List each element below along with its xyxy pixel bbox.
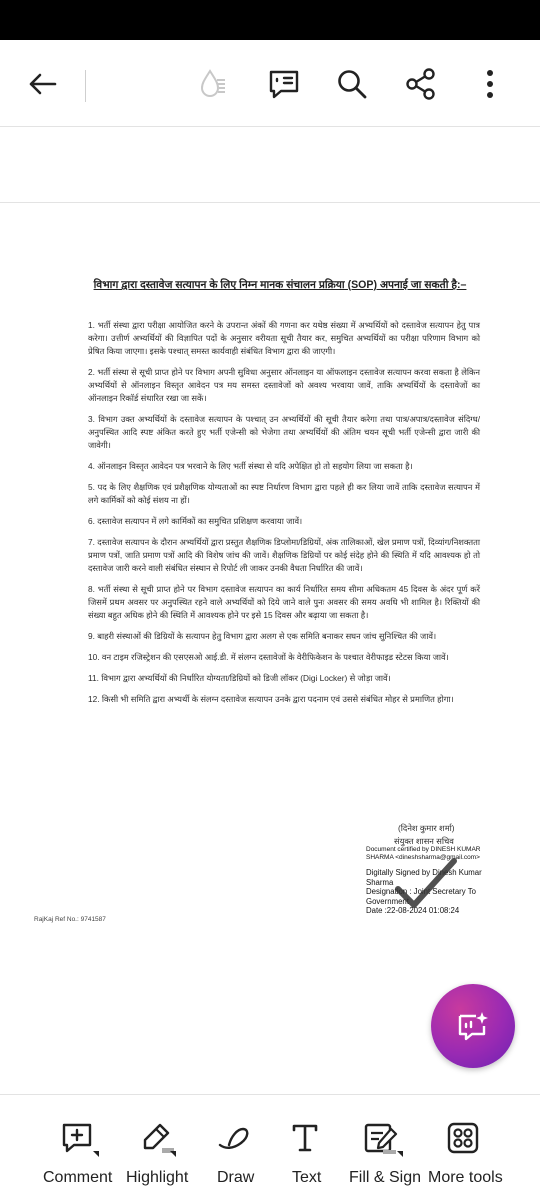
liquid-mode-icon	[195, 67, 229, 101]
sop-point-11: 11. विभाग द्वारा अभ्यर्थियों की निर्धारित योग्यता/डिग्रियों को डिजी लॉकर (Digi Locker) से जोड़ा जावें।	[88, 673, 391, 683]
back-button[interactable]	[20, 62, 64, 106]
ai-assistant-button[interactable]	[431, 984, 515, 1068]
back-arrow-icon	[27, 72, 57, 96]
search-button[interactable]	[330, 62, 374, 106]
sop-point-2: 2. भर्ती संस्था से सूची प्राप्त होने पर विभाग अपनी सुविधा अनुसार ऑनलाइन या ऑफलाइन दस्तावेज सत्यापन करवा सकता है लेकिन अभ्यर्थियों से ऑनलाइन विस्तृत आवेदन पत्र मय समस्त दस्तावेजों को अवश्य भरवाया जावें, ताकि अभ्यर्थियों के दस्तावेजों का ऑनलाइन रिकॉर्ड संधारित रखा जा सकें।	[88, 367, 480, 403]
sop-point-8: 8. भर्ती संस्था से सूची प्राप्त होने पर विभाग दस्तावेज सत्यापन का कार्य निर्धारित समय सीमा अधिकतम 45 दिवस के अंदर पूर्ण करें जिसमें प्रथम अवसर पर अनुपस्थित रहने वाले अभ्यर्थियों को दिये जाने वाले पुनः अवसर की समय अवधि भी शामिल है। रिक्तियों की संख्या बहुत अधिक होने की स्थिति में आवश्यक होने पर इसे 15 दिवस और बढ़ाया जा सकता है।	[88, 584, 480, 620]
tool-comment-label: Comment	[43, 1169, 113, 1186]
tool-highlight[interactable]	[120, 1095, 200, 1201]
signatory-name: (दिनेश कुमार शर्मा)	[398, 823, 455, 833]
sop-points-list	[88, 319, 480, 714]
sop-point-1: 1. भर्ती संस्था द्वारा परीक्षा आयोजित करने के उपरान्त अंकों की गणना कर यथेष्ठ संख्या में अभ्यर्थियों को दस्तावेज सत्यापन हेतु पात्र करेगा। उत्तीर्ण अभ्यर्थियों की विज्ञापित पदों के अनुसार वरीयता सूची तैयार कर, समुचित अभ्यर्थियों का परीक्षा परिणाम विभाग को प्रेषित किया जाएगा। इसके पश्चात् समस्त कार्यवाही संबंधित विभाग द्वारा की जाएगी।	[88, 320, 480, 356]
sop-point-10: 10. वन टाइम रजिस्ट्रेशन की एसएसओ आई.डी. में संलग्न दस्तावेजों के वेरीफिकेशन के पश्चात वेरीफाइड स्टेटस किया जावें।	[88, 652, 449, 662]
signed-line-3: Designation : Joint Secretary To	[366, 887, 476, 896]
comment-caret-icon	[93, 1151, 99, 1157]
draw-icon	[214, 1121, 254, 1155]
tool-text[interactable]	[283, 1095, 331, 1201]
status-bar	[0, 0, 540, 40]
top-toolbar	[0, 40, 540, 130]
comments-button[interactable]	[262, 62, 306, 106]
toolbar-bottom-border	[0, 126, 540, 127]
signed-date: Date :22-08-2024 01:08:24	[366, 906, 460, 915]
share-button[interactable]	[399, 62, 443, 106]
sop-point-6: 6. दस्तावेज सत्यापन में लगे कार्मिकों का समुचित प्रशिक्षण करवाया जावें।	[88, 516, 303, 526]
certificate-line-1: Document certified by DINESH KUMAR	[366, 846, 481, 853]
reference-number: RajKaj Ref No.: 9741587	[34, 916, 106, 923]
signed-line-4: Government	[366, 896, 409, 906]
tool-draw[interactable]	[210, 1095, 260, 1201]
pdf-page	[0, 203, 540, 1093]
comments-icon	[267, 67, 301, 101]
more-vertical-icon	[485, 69, 495, 99]
share-icon	[404, 67, 438, 101]
document-title: विभाग द्वारा दस्तावेज सत्यापन के लिए निम्न मानक संचालन प्रक्रिया (SOP) अपनाई जा सकती है:–	[93, 279, 467, 291]
tool-more-tools[interactable]	[425, 1095, 537, 1201]
tool-highlight-label: Highlight	[126, 1169, 189, 1186]
tool-fill-sign[interactable]	[345, 1095, 425, 1201]
toolbar-divider	[85, 70, 86, 102]
signature-checkmark-icon	[390, 853, 460, 913]
ai-assistant-icon	[456, 1010, 490, 1042]
search-icon	[336, 68, 368, 100]
sop-point-9: 9. बाहरी संस्थाओं की डिग्रियों के सत्यापन हेतु विभाग द्वारा अलग से एक समिति बनाकर सघन जांच सुनिश्चित की जावें।	[88, 631, 437, 641]
certificate-line-2: SHARMA <dineshsharma@gmail.com>	[366, 854, 480, 861]
sop-point-7: 7. दस्तावेज सत्यापन के दौरान अभ्यर्थियों द्वारा प्रस्तुत शैक्षणिक डिप्लोमा/डिग्रियों, अंक तालिकाओं, खेल प्रमाण पत्रों, दिव्यांग/निशक्तता प्रमाण पत्रों, जाति प्रमाण पत्रों आदि की विशेष जांच की जावें। शैक्षणिक डिग्रियों पर कोई संदेह होने की स्थिति में यदि आवश्यक हो तो दस्तावेज जारी करने वाली संबंधित संस्थान से रिपोर्ट ली जाकर उनकी वैधता निर्धारित की जावें।	[88, 537, 480, 573]
fill-sign-caret-icon	[397, 1151, 403, 1157]
sop-point-5: 5. पद के लिए शैक्षणिक एवं प्रशैक्षणिक योग्यताओं का स्पष्ट निर्धारण विभाग द्वारा पहले ही कर लिया जावें ताकि दस्तावेज सत्यापन में लगे कार्मिकों को कोई संशय ना हों।	[88, 482, 480, 505]
tool-comment[interactable]	[0, 1095, 113, 1201]
sop-point-4: 4. ऑनलाइन विस्तृत आवेदन पत्र भरवाने के लिए भर्ती संस्था से यदि अपेक्षित हो तो सहयोग लिया जा सकता है।	[88, 461, 413, 471]
more-tools-icon	[443, 1121, 483, 1155]
bottom-toolbar	[0, 1094, 540, 1201]
highlight-caret-icon	[170, 1151, 176, 1157]
signatory-designation: संयुक्त शासन सचिव	[394, 836, 454, 846]
comment-add-icon	[57, 1121, 97, 1155]
liquid-mode-button[interactable]	[190, 62, 234, 106]
fill-sign-icon	[361, 1121, 401, 1155]
tool-text-label: Text	[292, 1169, 322, 1186]
tool-more-tools-label: More tools	[428, 1169, 503, 1186]
tool-draw-label: Draw	[217, 1169, 255, 1186]
signed-line-1: Digitally Signed by Dinesh Kumar	[366, 868, 482, 877]
text-icon	[285, 1121, 325, 1155]
sop-point-12: 12. किसी भी समिति द्वारा अभ्यर्थी के संलग्न दस्तावेज सत्यापन उनके द्वारा पदनाम एवं उससे संबंधित मोहर से प्रमाणित होगा।	[88, 694, 454, 704]
more-options-button[interactable]	[468, 62, 512, 106]
highlight-pen-icon	[138, 1121, 178, 1155]
sop-point-3: 3. विभाग उक्त अभ्यर्थियों के दस्तावेज सत्यापन के पश्चात् उन अभ्यर्थियों की सूची तैयार करेगा तथा पात्र/अपात्र/दस्तावेज संदिग्ध/अनुपस्थित आदि स्पष्ट अंकित करते हुए भर्ती एजेन्सी को भेजेगा तथा अभ्यर्थियों की अंतिम चयन सूची भर्ती एजेन्सी द्वारा जारी की जावेगी।	[88, 414, 480, 450]
tool-fill-sign-label: Fill & Sign	[349, 1169, 422, 1186]
signed-line-2: Sharma	[366, 877, 394, 887]
